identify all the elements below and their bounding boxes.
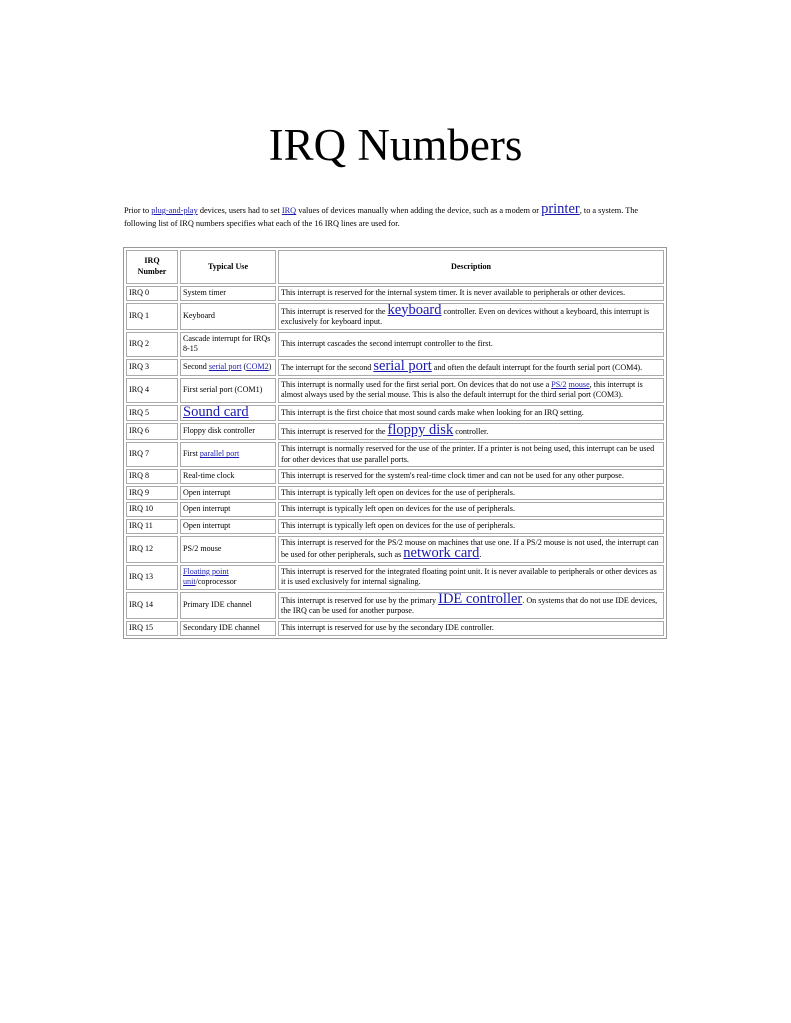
irq-number-cell: IRQ 4 xyxy=(126,378,178,403)
intro-text: , to a system. The following list of IRQ numbers specifies what each of the 16 IRQ lines are used for. xyxy=(124,206,639,228)
typical-use-cell xyxy=(180,536,276,563)
com2-link[interactable]: COM2 xyxy=(246,361,269,371)
cell-text: This interrupt is the first choice that most sound cards make when looking for an IRQ setting. xyxy=(281,407,584,417)
cell-text: . On systems that do not use IDE devices, the IRQ can be used for another purpose. xyxy=(281,595,658,616)
irq-number-cell: IRQ 7 xyxy=(126,442,178,467)
irq-number-cell: IRQ 0 xyxy=(126,286,178,301)
cell-text: This interrupt cascades the second interrupt controller to the first. xyxy=(281,339,493,349)
table-row xyxy=(126,469,664,484)
plug-and-play-link[interactable]: plug-and-play xyxy=(151,206,198,215)
floating-point-unit-link[interactable]: Floating point unit xyxy=(183,566,229,587)
typical-use-cell xyxy=(180,486,276,501)
description-cell xyxy=(278,486,664,501)
cell-text: Keyboard xyxy=(183,310,215,320)
typical-use-cell xyxy=(180,332,276,357)
irq-number-cell: IRQ 3 xyxy=(126,359,178,376)
cell-text: This interrupt is normally used for the first serial port. On devices that do not use a xyxy=(281,379,552,389)
cell-text: First serial port (COM1) xyxy=(183,384,263,394)
floppy-disk-link[interactable]: floppy disk xyxy=(387,422,454,439)
cell-text: This interrupt is typically left open on devices for the use of peripherals. xyxy=(281,520,515,530)
cell-text: ) xyxy=(268,361,272,371)
cell-text: Open interrupt xyxy=(183,504,231,514)
irq-number-cell: IRQ 15 xyxy=(126,621,178,636)
cell-text: This interrupt is typically left open on devices for the use of peripherals. xyxy=(281,504,515,514)
serial-port-link[interactable]: serial port xyxy=(208,361,242,371)
irq-number-cell: IRQ 8 xyxy=(126,469,178,484)
cell-text: controller. xyxy=(453,427,489,437)
cell-text: This interrupt is typically left open on devices for the use of peripherals. xyxy=(281,487,515,497)
cell-text: ( xyxy=(241,361,247,371)
table-row xyxy=(126,378,664,403)
irq-number-cell: IRQ 1 xyxy=(126,303,178,330)
table-row xyxy=(126,519,664,534)
table-row xyxy=(126,359,664,376)
typical-use-cell xyxy=(180,405,276,422)
cell-text: This interrupt is reserved for the internal system timer. It is never available to peripherals or other devices. xyxy=(281,288,626,297)
header-irq-number: IRQ Number xyxy=(126,250,178,284)
network-card-link[interactable]: network card xyxy=(403,545,480,562)
ide-controller-link[interactable]: IDE controller xyxy=(438,590,523,607)
description-cell xyxy=(278,621,664,636)
intro-paragraph xyxy=(124,201,668,230)
description-cell xyxy=(278,519,664,534)
cell-text: This interrupt is reserved for the PS/2 mouse on machines that use one. If a PS/2 mouse is not used, the interrupt can be used for other peripherals, such as xyxy=(281,537,659,560)
description-cell xyxy=(278,565,664,590)
irq-number-cell: IRQ 11 xyxy=(126,519,178,534)
sound-card-link[interactable]: Sound card xyxy=(183,403,249,420)
irq-number-cell: IRQ 12 xyxy=(126,536,178,563)
description-cell xyxy=(278,378,664,403)
page-title: IRQ Numbers xyxy=(268,120,523,170)
irq-number-cell: IRQ 6 xyxy=(126,423,178,440)
typical-use-cell xyxy=(180,303,276,330)
description-cell xyxy=(278,303,664,330)
cell-text: This interrupt is reserved for use by the primary xyxy=(281,595,439,605)
description-cell xyxy=(278,423,664,440)
header-typical-use: Typical Use xyxy=(180,250,276,284)
irq-number-cell: IRQ 13 xyxy=(126,565,178,590)
description-cell xyxy=(278,405,664,422)
description-cell xyxy=(278,502,664,517)
table-row xyxy=(126,423,664,440)
parallel-port-link[interactable]: parallel port xyxy=(199,449,240,459)
cell-text: This interrupt is reserved for use by the secondary IDE controller. xyxy=(281,623,494,633)
table-row xyxy=(126,536,664,563)
description-cell xyxy=(278,442,664,467)
irq-table xyxy=(123,247,667,639)
cell-text: /coprocessor xyxy=(195,577,237,587)
cell-text: Real-time clock xyxy=(183,471,235,481)
typical-use-cell xyxy=(180,469,276,484)
cell-text: controller. Even on devices without a keyboard, this interrupt is exclusively for keyboard input. xyxy=(281,306,650,327)
cell-text: First xyxy=(183,449,200,459)
intro-text: devices, users had to set xyxy=(197,206,282,215)
description-cell xyxy=(278,332,664,357)
cell-text: This interrupt is reserved for the xyxy=(281,427,388,437)
cell-text: The interrupt for the second xyxy=(281,362,374,372)
table-row xyxy=(126,303,664,330)
intro-text: values of devices manually when adding the device, such as a modem or xyxy=(296,206,542,215)
table-row xyxy=(126,565,664,590)
cell-text: Second xyxy=(183,361,209,371)
ps-2-link[interactable]: PS/2 xyxy=(551,379,567,389)
cell-text: Primary IDE channel xyxy=(183,600,252,610)
table-header-row xyxy=(126,250,664,284)
typical-use-cell xyxy=(180,502,276,517)
typical-use-cell xyxy=(180,378,276,403)
typical-use-cell xyxy=(180,442,276,467)
cell-text: and often the default interrupt for the fourth serial port (COM4). xyxy=(431,362,643,372)
typical-use-cell xyxy=(180,359,276,376)
typical-use-cell xyxy=(180,423,276,440)
serial-port-link[interactable]: serial port xyxy=(373,357,432,374)
typical-use-cell xyxy=(180,621,276,636)
irq-number-cell: IRQ 5 xyxy=(126,405,178,422)
cell-text: PS/2 mouse xyxy=(183,543,222,553)
irq-number-cell: IRQ 9 xyxy=(126,486,178,501)
table-row xyxy=(126,286,664,301)
description-cell xyxy=(278,469,664,484)
cell-text: Cascade interrupt for IRQs 8-15 xyxy=(183,333,271,354)
cell-text: This interrupt is normally reserved for the use of the printer. If a printer is not being used, this interrupt can be used for other devices that use parallel ports. xyxy=(281,443,655,464)
description-cell xyxy=(278,536,664,563)
table-row xyxy=(126,592,664,619)
header-description: Description xyxy=(278,250,664,284)
cell-text: Open interrupt xyxy=(183,487,231,497)
cell-text: . xyxy=(479,550,482,560)
table-row xyxy=(126,405,664,422)
typical-use-cell xyxy=(180,519,276,534)
table-row xyxy=(126,621,664,636)
description-cell xyxy=(278,359,664,376)
cell-text: System timer xyxy=(183,288,226,297)
mouse-link[interactable]: mouse xyxy=(568,379,590,389)
typical-use-cell xyxy=(180,592,276,619)
table-row xyxy=(126,332,664,357)
table-row xyxy=(126,442,664,467)
cell-text: Secondary IDE channel xyxy=(183,623,260,633)
cell-text: This interrupt is reserved for the xyxy=(281,306,388,316)
table-row xyxy=(126,502,664,517)
description-cell xyxy=(278,286,664,301)
cell-text: Open interrupt xyxy=(183,520,231,530)
irq-number-cell: IRQ 2 xyxy=(126,332,178,357)
irq-number-cell: IRQ 10 xyxy=(126,502,178,517)
keyboard-link[interactable]: keyboard xyxy=(387,301,442,318)
cell-text: This interrupt is reserved for the system's real-time clock timer and can not be used for any other purpose. xyxy=(281,471,624,481)
irq-link[interactable]: IRQ xyxy=(281,206,297,215)
table-row xyxy=(126,486,664,501)
description-cell xyxy=(278,592,664,619)
typical-use-cell xyxy=(180,286,276,301)
intro-text: Prior to xyxy=(124,206,152,215)
cell-text: Floppy disk controller xyxy=(183,426,255,436)
cell-text: This interrupt is reserved for the integrated floating point unit. It is never available to peripherals or other devices as it is used exclusively for internal signaling. xyxy=(281,566,657,587)
printer-link[interactable]: printer xyxy=(541,201,580,217)
irq-number-cell: IRQ 14 xyxy=(126,592,178,619)
cell-text: , this interrupt is almost always used by the serial mouse. This is also the default interrupt for the third serial port (COM3). xyxy=(281,379,643,400)
typical-use-cell xyxy=(180,565,276,590)
